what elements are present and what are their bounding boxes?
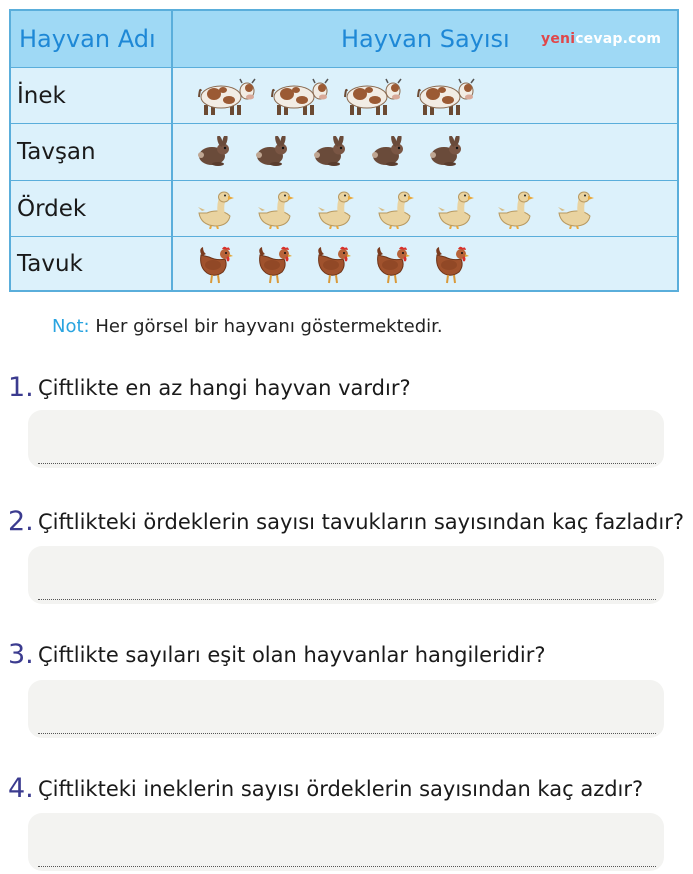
duck-icon	[317, 189, 355, 229]
rabbit-icon	[255, 136, 289, 168]
chicken-icon	[256, 243, 292, 285]
question-text: Çiftlikte en az hangi hayvan vardır?	[38, 376, 411, 400]
question-text: Çiftlikte sayıları eşit olan hayvanlar hangileridir?	[38, 643, 546, 667]
dotted-line	[38, 599, 656, 600]
row-icons	[197, 237, 492, 290]
answer-field-4[interactable]	[28, 813, 664, 871]
duck-icon	[437, 189, 475, 229]
table-row	[11, 236, 677, 290]
row-icons	[197, 181, 617, 236]
cow-icon	[343, 75, 403, 117]
dotted-line	[38, 866, 656, 867]
chicken-icon	[374, 243, 410, 285]
header-animal-name: Hayvan Adı	[19, 25, 156, 53]
answer-field-3[interactable]	[28, 680, 664, 738]
duck-icon	[197, 189, 235, 229]
chicken-icon	[315, 243, 351, 285]
row-label: Tavuk	[17, 250, 83, 277]
question-text: Çiftlikteki ineklerin sayısı ördeklerin sayısından kaç azdır?	[38, 777, 644, 801]
watermark: yeni cevap.com	[541, 31, 662, 47]
table-row	[11, 180, 677, 236]
rabbit-icon	[197, 136, 231, 168]
note-text: Her görsel bir hayvanı göstermektedir.	[95, 316, 443, 337]
row-label: Tavşan	[17, 139, 96, 165]
answer-field-2[interactable]	[28, 546, 664, 604]
pictograph-table	[9, 9, 679, 292]
row-icons	[197, 124, 487, 180]
duck-icon	[497, 189, 535, 229]
dotted-line	[38, 733, 656, 734]
duck-icon	[557, 189, 595, 229]
rabbit-icon	[313, 136, 347, 168]
duck-icon	[377, 189, 415, 229]
chicken-icon	[433, 243, 469, 285]
cow-icon	[270, 75, 330, 117]
note-label: Not:	[52, 316, 90, 337]
note	[52, 316, 443, 337]
answer-field-1[interactable]	[28, 410, 664, 468]
question-number: 2.	[8, 506, 34, 537]
row-icons	[197, 68, 489, 123]
question-number: 4.	[8, 773, 34, 804]
duck-icon	[257, 189, 295, 229]
header-animal-count: Hayvan Sayısı	[341, 25, 510, 53]
table-row	[11, 67, 677, 123]
dotted-line	[38, 463, 656, 464]
question-text: Çiftlikteki ördeklerin sayısı tavukların sayısından kaç fazladır?	[38, 510, 684, 534]
row-label: Ördek	[17, 195, 87, 222]
rabbit-icon	[429, 136, 463, 168]
cow-icon	[416, 75, 476, 117]
cow-icon	[197, 75, 257, 117]
question-number: 3.	[8, 639, 34, 670]
column-divider	[171, 11, 173, 290]
table-header	[11, 11, 677, 67]
table-row	[11, 123, 677, 180]
chicken-icon	[197, 243, 233, 285]
question-number: 1.	[8, 372, 34, 403]
rabbit-icon	[371, 136, 405, 168]
row-label: İnek	[17, 82, 66, 109]
